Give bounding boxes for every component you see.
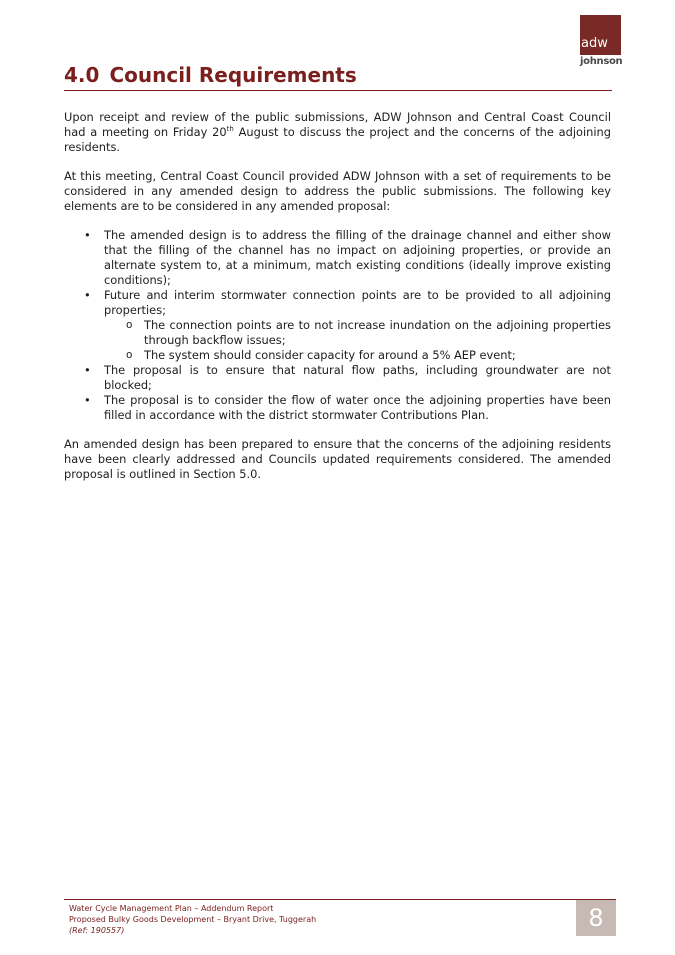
paragraph-meeting-part1: Upon receipt and review of the public submissions, ADW Johnson and Central Coast Council had a meeting on Friday 20 — [64, 110, 611, 139]
list-item — [104, 393, 611, 423]
footer-report-title: Water Cycle Management Plan – Addendum Report — [69, 904, 274, 913]
logo-adw-text: adw — [581, 36, 608, 51]
list-item — [104, 228, 611, 288]
footer-reference: (Ref: 190557) — [69, 926, 125, 935]
logo-johnson-text: johnson — [580, 56, 623, 67]
list-item-text: The proposal is to consider the flow of water once the adjoining properties have been filled in accordance with the district stormwater Contributions Plan. — [104, 393, 611, 422]
company-logo — [580, 15, 627, 67]
sub-list-item-text: The system should consider capacity for around a 5% AEP event; — [144, 348, 516, 362]
requirements-list — [64, 228, 611, 423]
paragraph-requirements: At this meeting, Central Coast Council provided ADW Johnson with a set of requirements to be considered in any amended design to address the public submissions. The following key elements are to be considered in any amended proposal: — [64, 169, 611, 213]
sub-list-item — [144, 318, 611, 348]
paragraph-amended-design: An amended design has been prepared to ensure that the concerns of the adjoining residents have been clearly addressed and Councils updated requirements considered. The amended proposal is outlined in Section 5.0. — [64, 437, 611, 481]
list-item-text: The amended design is to address the filling of the drainage channel and either show that the filling of the channel has no impact on adjoining properties, or provide an alternate system to, at a minimum, match existing conditions (ideally improve existing conditions); — [104, 228, 611, 287]
section-number: 4.0 — [64, 63, 100, 87]
paragraph-meeting — [64, 110, 611, 155]
paragraph-meeting-part2: August to discuss the project and the concerns of the adjoining residents. — [64, 125, 611, 154]
section-heading — [64, 63, 612, 91]
footer-text — [69, 903, 316, 936]
logo-mark — [580, 15, 623, 55]
ordinal-suffix: th — [226, 125, 234, 134]
footer-project-title: Proposed Bulky Goods Development – Bryant Drive, Tuggerah — [69, 915, 317, 924]
page-footer — [64, 899, 616, 940]
sub-list — [104, 318, 611, 363]
list-item — [104, 288, 611, 363]
document-body — [64, 110, 611, 496]
sub-list-item — [144, 348, 611, 363]
list-item-text: Future and interim stormwater connection points are to be provided to all adjoining properties; — [104, 288, 611, 317]
section-title: Council Requirements — [109, 63, 357, 87]
list-item-text: The proposal is to ensure that natural flow paths, including groundwater are not blocked; — [104, 363, 611, 392]
page-number: 8 — [576, 900, 616, 936]
list-item — [104, 363, 611, 393]
sub-list-item-text: The connection points are to not increase inundation on the adjoining properties through backflow issues; — [144, 318, 611, 347]
